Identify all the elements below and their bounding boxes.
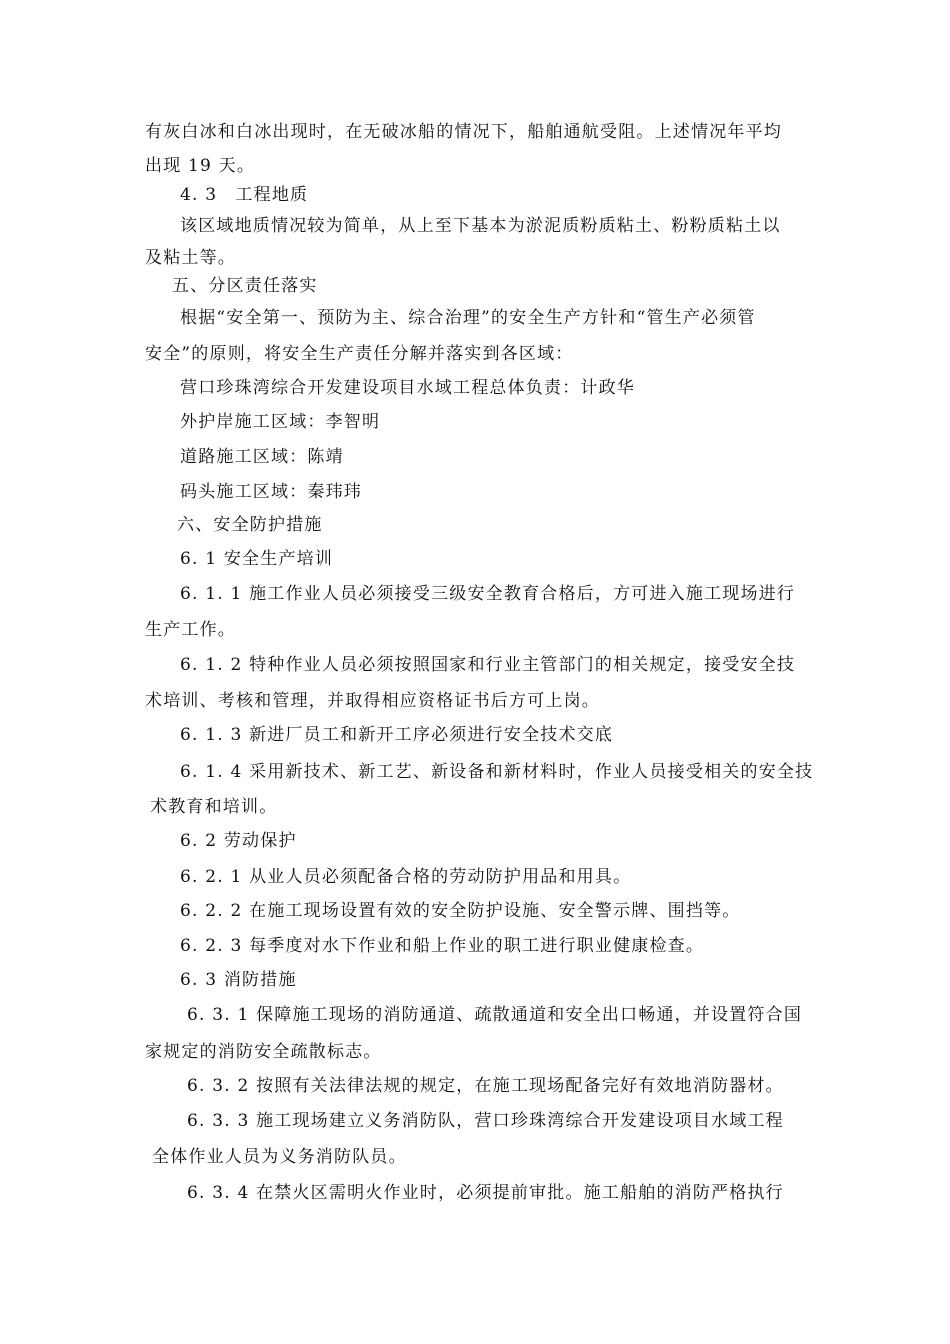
text-line: 6. 2. 2 在施工现场设置有效的安全防护设施、安全警示牌、围挡等。: [180, 901, 741, 921]
text-line: 道路施工区域：陈靖: [180, 447, 344, 467]
text-line: 营口珍珠湾综合开发建设项目水域工程总体负责：计政华: [180, 378, 635, 398]
text-line: 及粘土等。: [145, 248, 236, 268]
text-line: 6. 3. 4 在禁火区需明火作业时，必须提前审批。施工船舶的消防严格执行: [187, 1183, 784, 1203]
text-line: 码头施工区域：秦玮玮: [180, 482, 362, 502]
text-line: 有灰白冰和白冰出现时，在无破冰船的情况下，船舶通航受阻。上述情况年平均: [145, 122, 782, 142]
text-line: 生产工作。: [145, 620, 236, 640]
text-line: 家规定的消防安全疏散标志。: [145, 1042, 382, 1062]
text-line: 该区域地质情况较为简单，从上至下基本为淤泥质粉质粘土、粉粉质粘土以: [180, 216, 781, 236]
text-line: 安全”的原则，将安全生产责任分解并落实到各区域：: [145, 344, 574, 364]
text-line: 6. 3. 3 施工现场建立义务消防队，营口珍珠湾综合开发建设项目水域工程: [187, 1111, 784, 1131]
text-line: 6. 1. 3 新进厂员工和新开工序必须进行安全技术交底: [180, 725, 614, 745]
text-line: 出现 19 天。: [145, 156, 256, 176]
section-heading: 4. 3 工程地质: [180, 185, 309, 205]
text-line: 根据“安全第一、预防为主、综合治理”的安全生产方针和“管生产必须管: [180, 308, 756, 328]
text-line: 6. 1. 4 采用新技术、新工艺、新设备和新材料时，作业人员接受相关的安全技: [180, 762, 814, 782]
text-line: 外护岸施工区域：李智明: [180, 412, 381, 432]
text-line: 6. 1. 1 施工作业人员必须接受三级安全教育合格后，方可进入施工现场进行: [180, 584, 796, 604]
text-line: 6. 3. 1 保障施工现场的消防通道、疏散通道和安全出口畅通，并设置符合国: [187, 1005, 803, 1025]
section-heading: 6. 1 安全生产培训: [180, 549, 334, 569]
section-heading: 6. 2 劳动保护: [180, 831, 297, 851]
section-heading: 六、安全防护措施: [177, 515, 323, 535]
text-line: 术教育和培训。: [150, 797, 278, 817]
text-line: 全体作业人员为义务消防队员。: [152, 1147, 407, 1167]
text-line: 6. 2. 1 从业人员必须配备合格的劳动防护用品和用具。: [180, 867, 632, 887]
text-line: 6. 2. 3 每季度对水下作业和船上作业的职工进行职业健康检查。: [180, 936, 705, 956]
section-heading: 五、分区责任落实: [172, 276, 318, 296]
section-heading: 6. 3 消防措施: [180, 970, 297, 990]
text-line: 术培训、考核和管理，并取得相应资格证书后方可上岗。: [145, 691, 600, 711]
text-line: 6. 3. 2 按照有关法律法规的规定，在施工现场配备完好有效地消防器材。: [187, 1076, 784, 1096]
text-line: 6. 1. 2 特种作业人员必须按照国家和行业主管部门的相关规定，接受安全技: [180, 655, 796, 675]
